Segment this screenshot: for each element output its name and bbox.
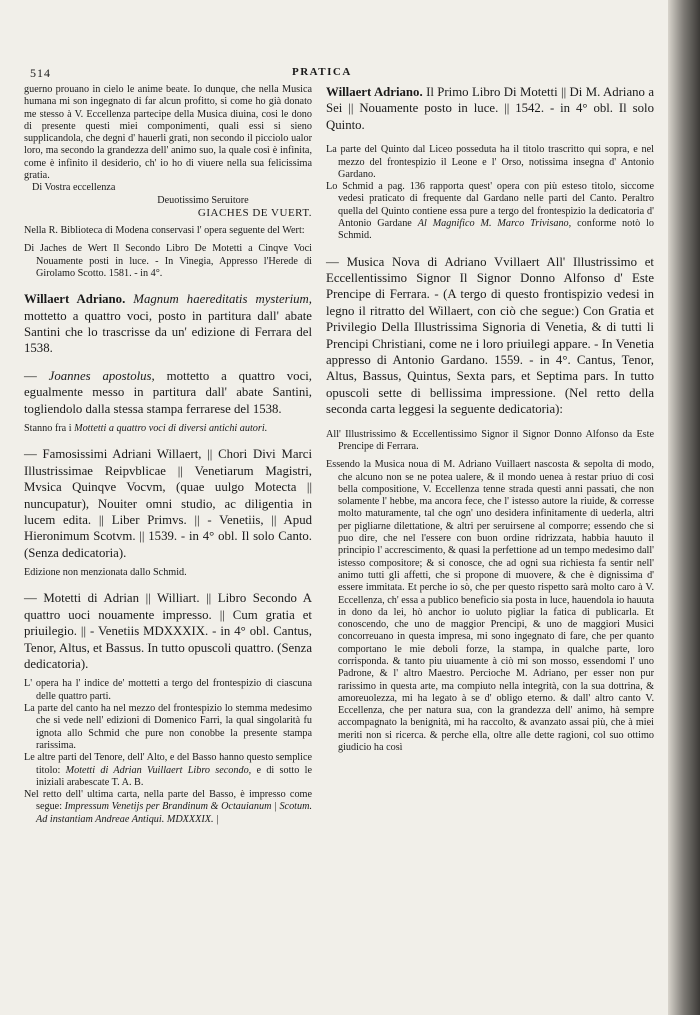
entry-text: Il Primo Libro Di Motetti || Di M. Adriano a Sei || Nouamente posto in luce. || 1542. - in 4° obl. Il solo Quinto.: [326, 85, 655, 132]
note-parte: La parte del canto ha nel mezzo del frontespizio lo stemma medesimo che si vede nell' edizioni di Domenico Farri, la qual singolarità fu ignota allo Schmid che pure non conobbe la presente stampa rarissima.: [24, 703, 312, 751]
note-text: Le altre parti del Tenore, dell' Alto, e del Basso hanno questo semplice titolo:: [24, 752, 312, 776]
note-text: e di sotto le iniziali arabescate T. A. B.: [36, 764, 312, 788]
entry-musica-nova: — Musica Nova di Adriano Vvillaert All' Illustrissimo et Eccellentissimo Signor Il Signor Donno Alfonso d' Este Prencipe di Ferrara. - (A tergo di questo frontispizio vedesi in legno il ritratto del Willaert, con ciò che segue:) Con Gratia et Privilegio Della Illustrissima Signoria di Venetia, & di tutti li Prencipi Christiani, come ne i loro priuilegi appare. - In Venetia appresso di Antonio Gardano. 1559. - in 4°. Cantus, Tenor, Altus, Bassus, Quintus, Sexta pars, et Septima pars. In tutto opuscoli sette di bellissima impressione. (Nel retto della seconda carta leggesi la seguente dedicatoria):: [326, 254, 654, 417]
dedication-text: guerno prouano in cielo le anime beate. Io dunque, che nella Musica humana mi son ingegnato di far alcun profitto, si come ho già donato me stesso à V. Eccellenza partecipe della Musica diuina, cosi le dono di presente questi miei componimenti, quali essi si sieno supplicandola, che degni d' hauerli grati, non secondo il picciolo ualor loro, ma secondo la grandezza dell' animo suo, la quale così è infinita, come è infinito il desiderio, ch' io ho di viuere nella sua felicissima gratia.: [24, 84, 312, 182]
entry-author: Willaert Adriano.: [24, 292, 126, 307]
modena-entry: Di Jaches de Wert Il Secondo Libro De Motetti a Cinqve Voci Nouamente posti in luce. - In Vinegia, Appresso l'Herede di Girolamo Scotto. 1581. - in 4°.: [24, 243, 312, 279]
entry-text: Musica Nova di Adriano Vvillaert All' Illustrissimo et Eccellentissimo Signor Il Signor Donno Alfonso d' Este Prencipe di Ferrara. - (A tergo di questo frontispizio vedesi in legno il ritratto del Willaert, con ciò che segue:) Con Gratia et Privilegio Della Illustrissima Signoria di Venetia, & di tutti li Prencipi Christiani, come ne i loro priuilegi appare. - In Venetia appresso di Antonio Gardano. 1559. - in 4°. Cantus, Tenor, Altus, Bassus, Quintus, Sexta pars, et Septima pars. In tutto opuscoli sette di bellissima impressione. (Nel retto della seconda carta leggesi la seguente dedicatoria):: [326, 254, 654, 417]
note-text: Nel retto dell' ultima carta, nella parte del Basso, è impresso come segue:: [24, 789, 312, 813]
note-altre: [24, 752, 312, 789]
entry-title: Joannes apostolus,: [48, 368, 155, 383]
entry-magnum: [24, 291, 312, 357]
note-title: Motetti di Adrian Vuillaert Libro secondo,: [65, 764, 252, 776]
signature-title: Deuotissimo Seruitore: [157, 194, 249, 206]
note-title: Mottetti a quattro voci di diversi antichi autori.: [74, 423, 268, 434]
entry-title: Magnum haereditatis mysterium,: [133, 292, 312, 307]
right-column: [326, 84, 654, 754]
dedication-closing: Di Vostra eccellenza: [32, 182, 116, 194]
note-title: Al Magnifico M. Marco Trivisano,: [417, 218, 572, 229]
note-quinto: La parte del Quinto dal Liceo posseduta ha il titolo trascritto qui sopra, e nel mezzo del frontespizio il Leone e l' Orso, notissima insegna d' Antonio Gardano.: [326, 144, 654, 180]
entry-text: Motetti di Adrian || Williart. || Libro Secondo A quattro uoci nouamente impresso. || Cum gratia et priuilegio. || - Venetiis MDXXXIX. - in 4° obl. Cantus, Tenor, Altus, et Bassus. In tutto opuscoli quattro. (Senza dedicatoria).: [24, 591, 312, 672]
dedication-body: Essendo la Musica noua di M. Adriano Vuillaert nascosta & sepolta di modo, che alcuno non se ne potea ualere, & il mondo uenea à restar priuo di così bella compositione, V. Eccellenza tenne strada questi anni passati, che non solamente l' hebbe, ma ancora fece, che l' istesso autore la riuide, & corresse molto maturamente, tal che ogn' uno desidera infinitamente di uederla, altri per pigliarne dilettatione, & altri per seruirsene al comporre; essendo che si puo dire, che nel l'essere con buon ordine ridrizzata, habbia hauuto il principio l' accrescimento, & quasi la perfettione ad un tempo medesimo dall' istesso compositore; & si conosce, che ad ogni sua richiesta fa sentir nell' animo tutti gli affetti, che si propone di muovere, & che è dignissima d' essere immitata. Et perche io sò, che per questo rispetto sarà molto caro à V. Eccellenza, ch' essa a publico beneficio sia posta in luce, hauendola io hauuta in dono da lei, hò anchor io uoluto pigliar la fatica di publicarla. Et conoscendo, che uno de maggior Prencipi, & uno de maggiori Musici concorreuano in questa impresa, mi sono ingegnato di fare, che per quanto comportano le mie deboli forze, la stampa, in qualche parte, loro corrisponda. & tanto piu uiuamente à ciò mi son mosso, essendomi l' uno Padrone, & l' altro Maestro. Percioche M. Adriano, per esser non pur rarissimo in questa arte, ma compiuto nella integrità, con la sua dottrina, & amoreuolezza, mi ha legato à se d' obligo eterno. & dall' altro canto V. Eccellenza, che per natura sua, con la grandezza dell' animo, hà sempre accompagnato la benignità, mi ha raccolto, & avanzato assai più, che à miei meriti non si ricerca. & perche ella, oltre alle dette ragioni, col suo ottimo giudicio ha così: [326, 459, 654, 754]
entry-primo-libro: [326, 84, 654, 133]
note-text: Lo Schmid a pag. 136 rapporta quest' opera con più esteso titolo, siccome vedesi praticato di frequente dal Gardano nelle parti del Canto. Peraltro quella del Quinto contiene essa pure a tergo del frontespizio la dedicatoria d' Antonio Gardane: [326, 181, 654, 229]
dedication-heading: All' Illustrissimo & Eccellentissimo Signor il Signor Donno Alfonso da Este Prencipe di Ferrara.: [326, 428, 654, 452]
page-number: 514: [30, 66, 51, 80]
note-opera: L' opera ha l' indice de' mottetti a tergo del frontespizio di ciascuna delle quattro parti.: [24, 678, 312, 702]
entry-motetti: — Motetti di Adrian || Williart. || Libro Secondo A quattro uoci nouamente impresso. || Cum gratia et priuilegio. || - Venetiis MDXXXIX. - in 4° obl. Cantus, Tenor, Altus, et Bassus. In tutto opuscoli quattro. (Senza dedicatoria).: [24, 591, 312, 672]
running-head: PRATICA: [292, 66, 352, 78]
note-text: conforme notò lo Schmid.: [338, 218, 655, 242]
entry-text: mottetto a quattro voci, egualmente messo in partitura dall' abate Santini, togliendolo dalla stessa stampa ferrarese del 1538.: [24, 368, 313, 416]
note-schmid: [326, 181, 654, 242]
stanno-note: [24, 423, 312, 435]
note-retto: [24, 789, 312, 826]
book-gutter-shadow: [668, 0, 700, 1015]
entry-text: mottetto a quattro voci, posto in partitura dall' abate Santini che lo trascrisse da un' edizione di Ferrara del 1538.: [24, 308, 312, 356]
modena-note: Nella R. Biblioteca di Modena conservasi l' opera seguente del Wert:: [24, 224, 305, 236]
signature-name: GIACHES DE VUERT.: [197, 206, 312, 219]
edizione-note: Edizione non menzionata dallo Schmid.: [24, 567, 187, 579]
left-column: [24, 84, 312, 826]
entry-text: Famosissimi Adriani Willaert, || Chori Divi Marci Illustrissimae Reipvblicae || Venetiarum Magistri, Mvsica Quinqve Vocvm, (quae uulgo Motecta || nuncupatur), Nouiter omni studio, ac diligentia in lucem edita. || Liber Primvs. || - Venetiis, || Apud Hieronimum Scotvm. || 1539. - in 4° obl. Il solo Canto. (Senza dedicatoria).: [24, 447, 313, 560]
note-title: Impressum Venetijs per Brandinum & Octauianum | Scotum. Ad instantiam Andreae Antiqui. MDXXXIX. |: [36, 801, 313, 825]
note-text: Stanno fra i: [24, 423, 72, 434]
entry-joannes: — Joannes apostolus, mottetto a quattro voci, egualmente messo in partitura dall' abate Santini, togliendolo dalla stessa stampa ferrarese del 1538.: [24, 368, 313, 416]
entry-famosissimi: — Famosissimi Adriani Willaert, || Chori Divi Marci Illustrissimae Reipvblicae || Venetiarum Magistri, Mvsica Quinqve Vocvm, (quae uulgo Motecta || nuncupatur), Nouiter omni studio, ac diligentia in lucem edita. || Liber Primvs. || - Venetiis, || Apud Hieronimum Scotvm. || 1539. - in 4° obl. Il solo Canto. (Senza dedicatoria).: [24, 447, 313, 560]
entry-author: Willaert Adriano.: [326, 85, 423, 99]
